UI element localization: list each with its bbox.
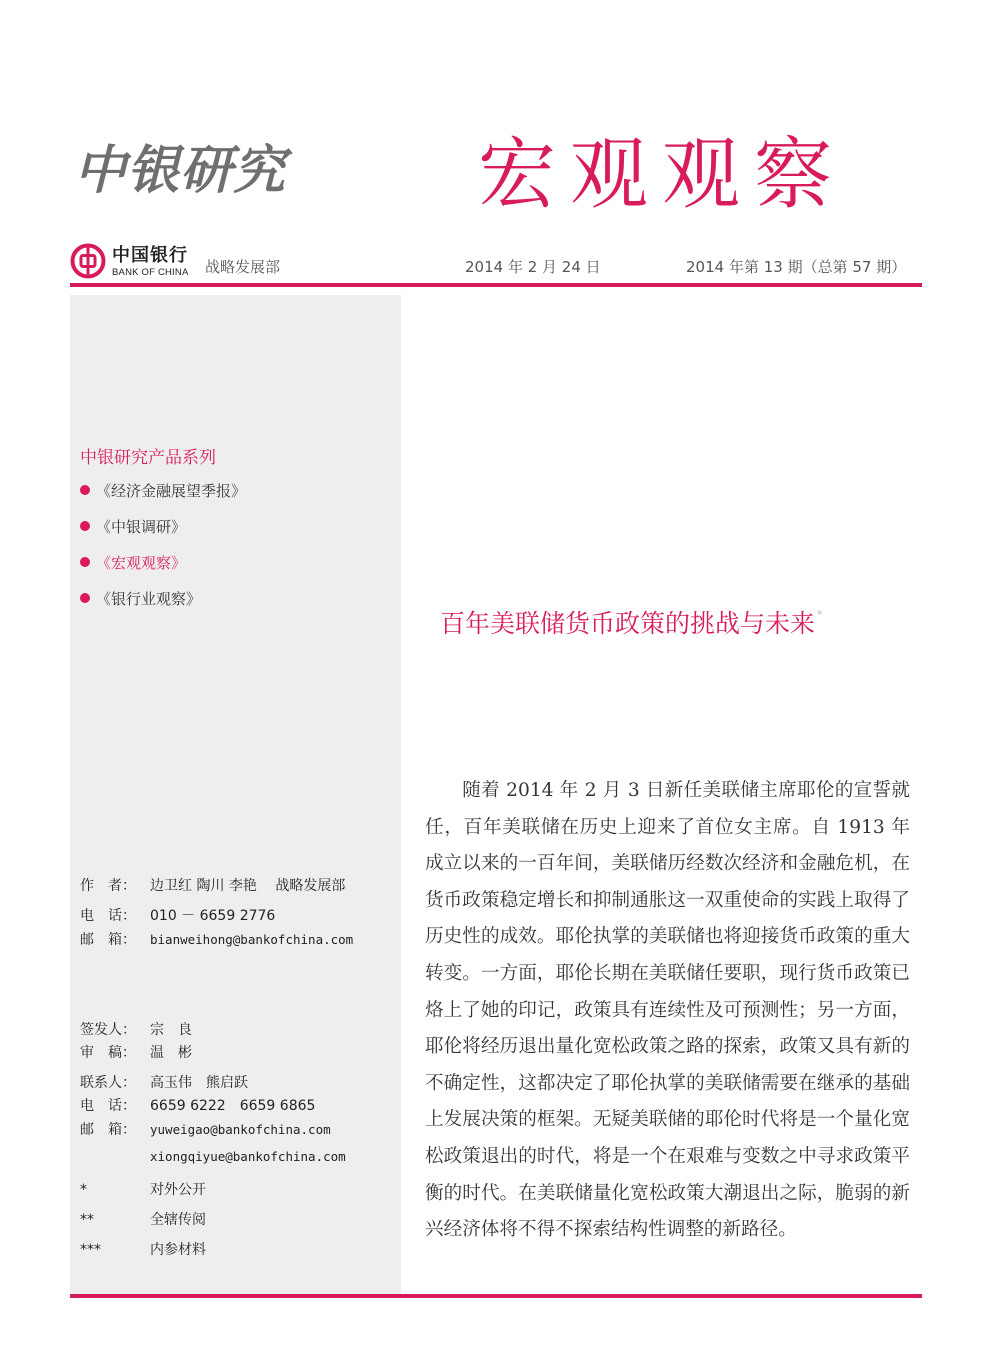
series-item: 《中银调研》 [80,516,246,552]
brand-logotype: 中银研究 [74,140,287,201]
contact-row: 联系人： 高玉伟 熊启跃 [80,1075,248,1091]
issue-number: 2014 年第 13 期（总第 57 期） [686,258,907,276]
publication-title: 宏观观察 [478,130,847,220]
classification-row: ** 全辖传阅 [80,1212,206,1228]
publication-date: 2014 年 2 月 24 日 [465,258,601,276]
author-phone-row: 电 话： 010 － 6659 2776 [80,908,276,924]
contact-email-row: 邮 箱： yuweigao@bankofchina.com [80,1122,331,1138]
department: 战略发展部 [205,258,281,276]
classification-row: * 对外公开 [80,1182,206,1198]
footer-divider [70,1294,922,1298]
contact-email-row-2: xiongqiyue@bankofchina.com [150,1149,346,1164]
bullet-dot-icon [80,557,90,567]
series-item: 《银行业观察》 [80,588,246,624]
bank-name-cn: 中国银行 [112,245,188,266]
bank-name-en: BANK OF CHINA [112,267,189,278]
bank-of-china-logo-icon [70,243,106,279]
article-body: 随着 2014 年 2 月 3 日新任美联储主席耶伦的宣誓就任，百年美联储在历史上迎来了首位女主席。自 1913 年成立以来的一百年间，美联储历经数次经济和金融危机，在货币政策稳定增长和抑制通胀这一双重使命的实践上取得了历史性的成效。耶伦执掌的美联储也将迎接货币政策的重大转变。一方面，耶伦长期在美联储任要职，现行货币政策已烙上了她的印记，政策具有连续性及可预测性；另一方面，耶伦将经历退出量化宽松政策之路的探索，政策又具有新的不确定性，这都决定了耶伦执掌的美联储需要在继承的基础上发展决策的框架。无疑美联储的耶伦时代将是一个量化宽松政策退出的时代，将是一个在艰难与变数之中寻求政策平衡的时代。在美联储量化宽松政策大潮退出之际，脆弱的新兴经济体将不得不探索结构性调整的新路径。 [425,780,910,1241]
bullet-dot-icon [80,593,90,603]
bullet-dot-icon [80,485,90,495]
contact-phone-row: 电 话： 6659 6222 6659 6865 [80,1098,316,1114]
title-footnote-mark: * [817,608,823,621]
series-title: 中银研究产品系列 [80,448,216,468]
reviewer-row: 审 稿： 温 彬 [80,1045,192,1061]
signer-row: 签发人： 宗 良 [80,1022,192,1038]
classification-row: *** 内参材料 [80,1242,206,1258]
series-item-current: 《宏观观察》 [80,552,246,588]
article-title: 百年美联储货币政策的挑战与未来 * [440,608,823,638]
author-row: 作 者： 边卫红 陶川 李艳 战略发展部 [80,878,346,894]
header-divider [70,283,922,287]
series-item: 《经济金融展望季报》 [80,480,246,516]
bullet-dot-icon [80,521,90,531]
series-list [80,480,246,624]
author-email-row: 邮 箱： bianweihong@bankofchina.com [80,932,354,948]
